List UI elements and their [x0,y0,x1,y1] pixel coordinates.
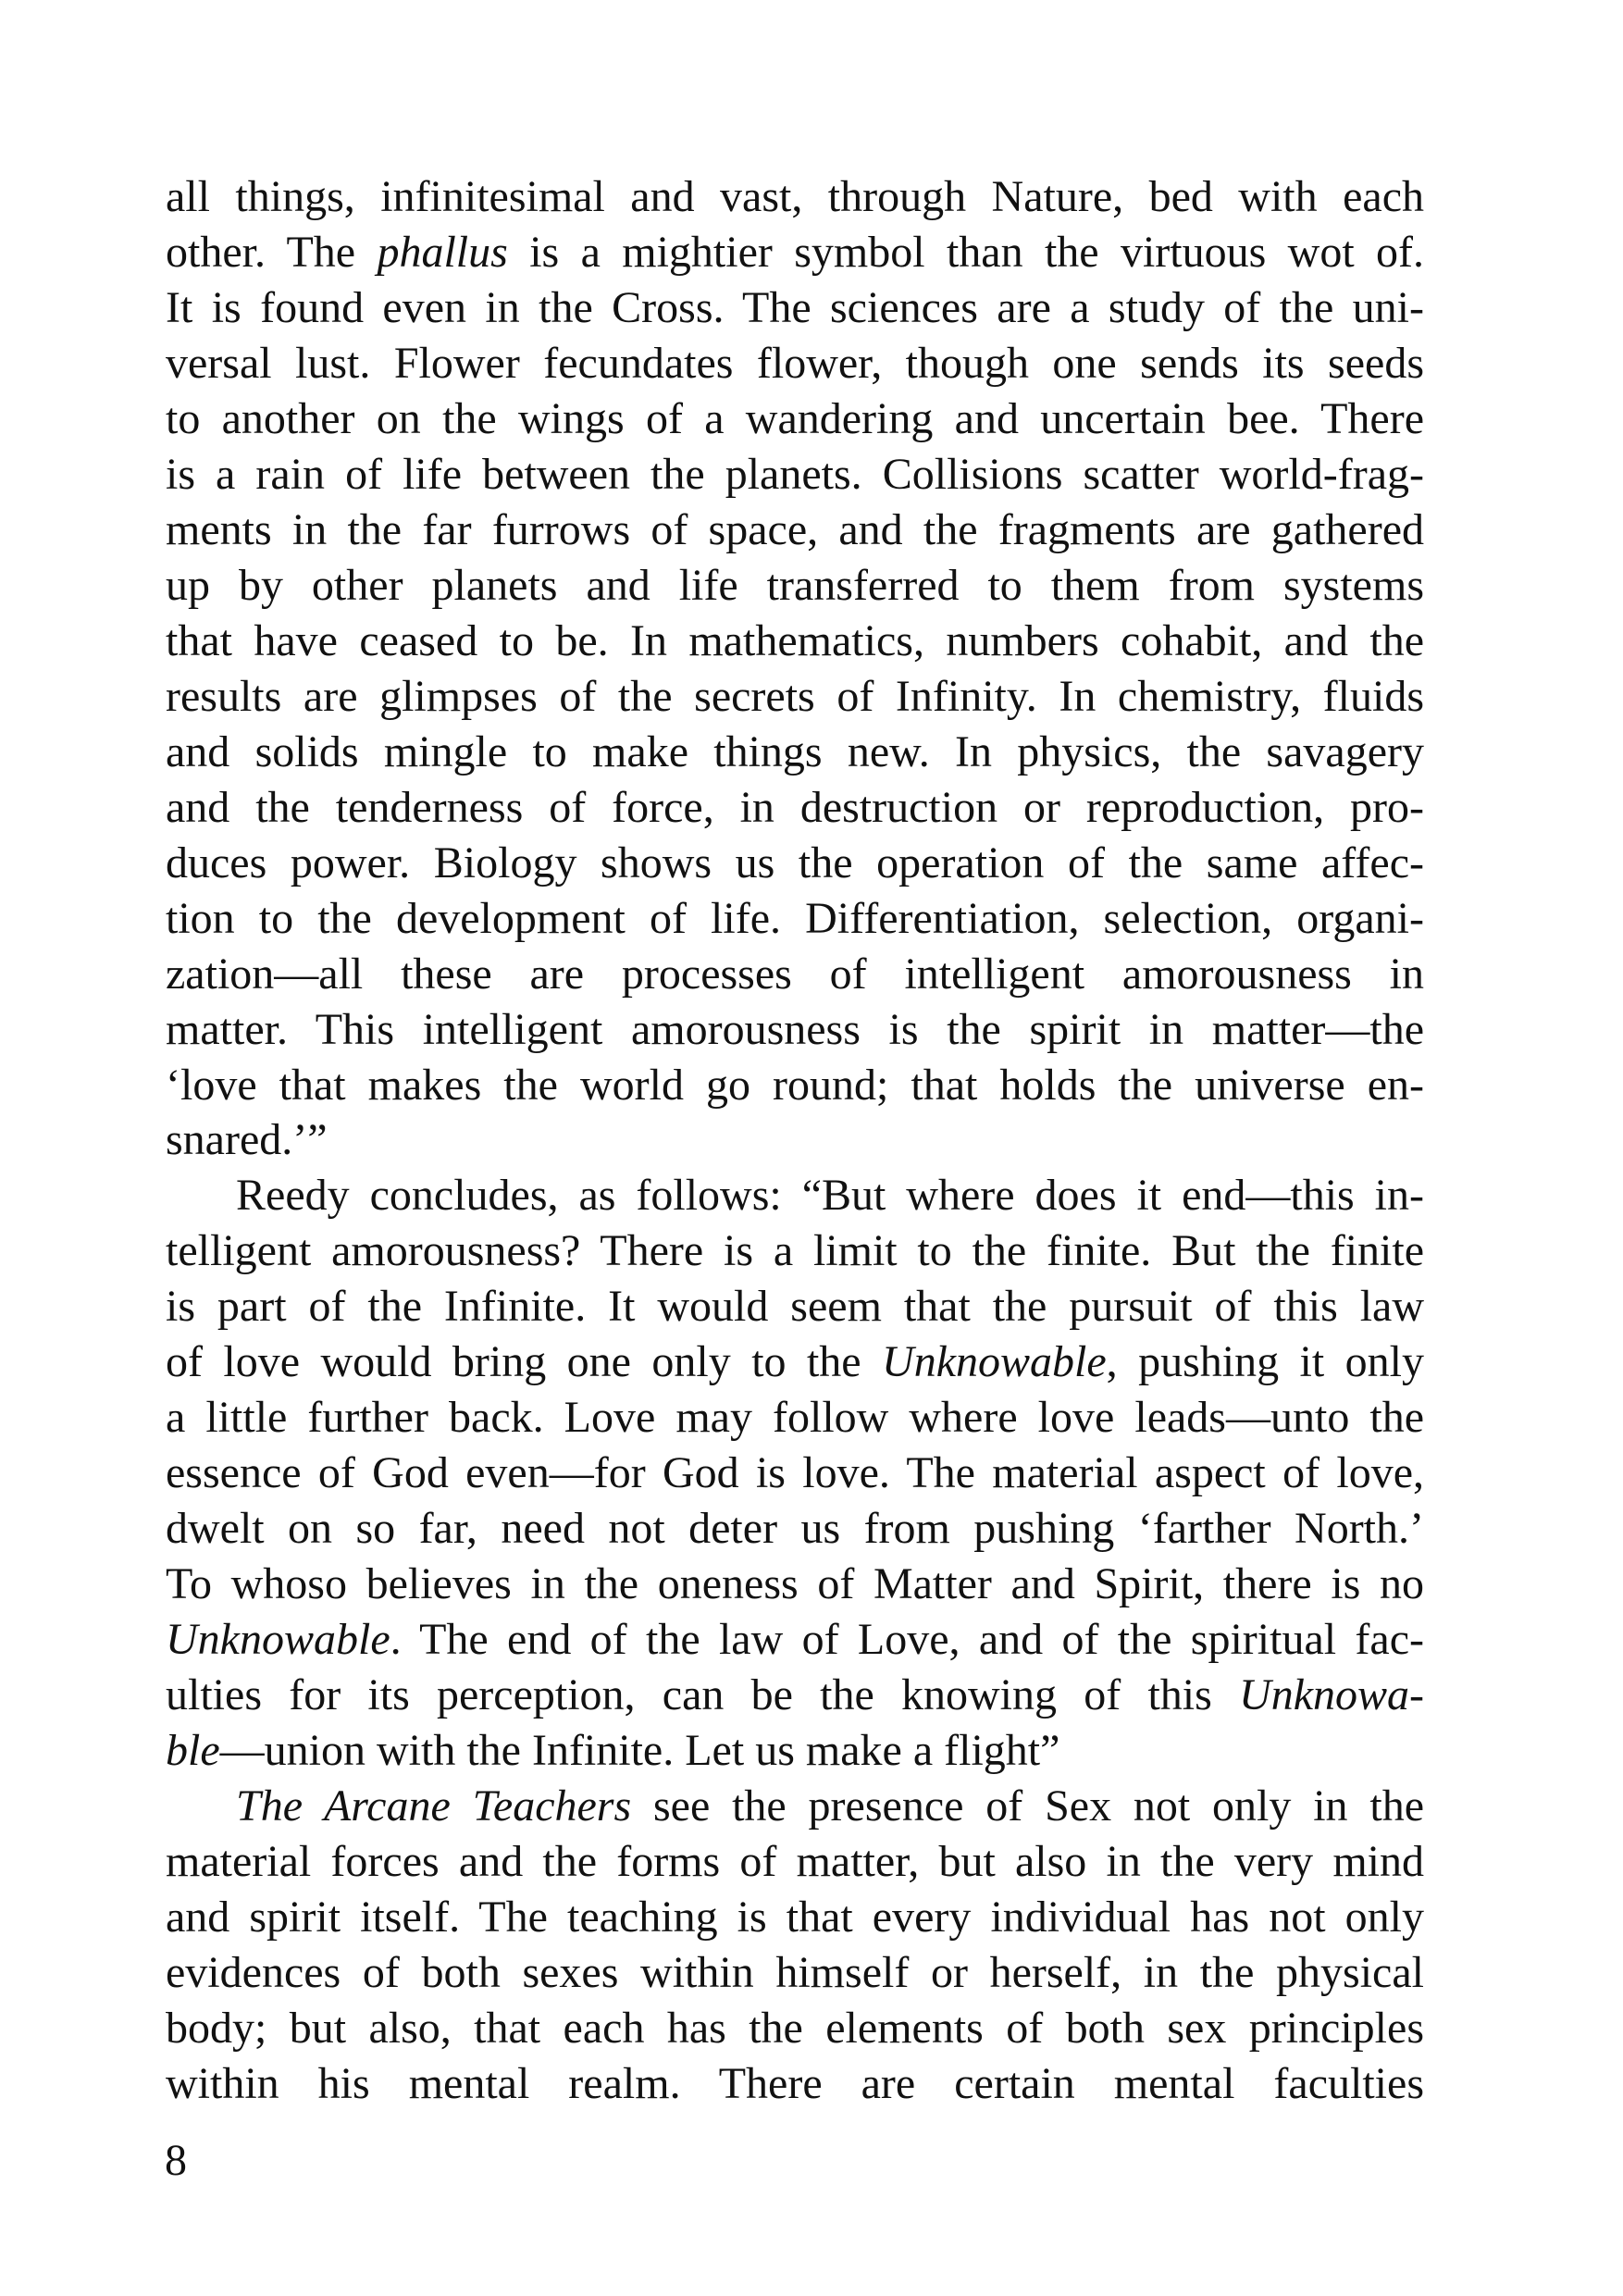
text-run: all things, infinitesimal and vast, through Nature, bed with each [166,172,1424,221]
text-run: material forces and the forms of matter, but also in the very mind [166,1837,1424,1887]
text-line [166,1723,1424,1779]
text-run: Reedy concludes, as follows: “But where does it end—this in- [236,1171,1424,1221]
text-line [166,280,1424,336]
italic-text: Unknowable [882,1337,1107,1387]
text-line [166,669,1424,725]
text-run: within his mental realm. There are certain mental faculties [166,2058,1424,2108]
italic-text: The Arcane Teachers [236,1781,632,1831]
text-run: dwelt on so far, need not deter us from pushing ‘farther North.’ [166,1504,1424,1554]
text-run: that have ceased to be. In mathematics, numbers cohabit, and the [166,615,1424,665]
text-run: tion to the development of life. Differentiation, selection, organi- [166,893,1424,943]
italic-text: Unknowa- [1239,1670,1424,1720]
text-line [166,725,1424,780]
text-line [166,503,1424,558]
text-run: and spirit itself. The teaching is that every individual has not only [166,1893,1424,1942]
text-run: ments in the far furrows of space, and the fragments are gathered [166,504,1424,554]
text-run: up by other planets and life transferred to them from systems [166,560,1424,610]
text-run: see the presence of Sex not only in the [631,1781,1424,1831]
text-line [166,780,1424,836]
text-line [166,1279,1424,1334]
text-run: . The end of the law of Love, and of the spiritual fac- [390,1615,1424,1665]
text-line [166,225,1424,280]
text-run: To whoso believes in the oneness of Matter and Spirit, there is no [166,1559,1424,1609]
text-line [166,1668,1424,1723]
text-line [166,1446,1424,1501]
text-run: body; but also, that each has the elements of both sex principles [166,2003,1424,2053]
text-run: It is found even in the Cross. The sciences are a study of the uni- [166,282,1424,332]
page-number: 8 [165,2136,187,2185]
text-line [166,1058,1424,1113]
text-line [166,1112,1424,1168]
text-run: of love would bring one only to the [166,1337,883,1387]
paragraph [166,1168,1424,1779]
text-line [166,891,1424,947]
text-run: is part of the Infinite. It would seem that the pursuit of this law [166,1282,1424,1332]
text-line [166,1834,1424,1890]
text-line [166,614,1424,669]
text-run: essence of God even—for God is love. The material aspect of love, [166,1448,1424,1498]
text-line [166,947,1424,1002]
text-run: snared.’” [166,1115,328,1165]
text-line [166,1223,1424,1279]
text-run: telligent amorousness? There is a limit to the finite. But the finite [166,1226,1424,1276]
text-line [166,836,1424,891]
text-line [166,1779,1424,1834]
text-line [166,1890,1424,1945]
text-run: other. The [166,227,378,277]
text-run: results are glimpses of the secrets of Infinity. In chemistry, fluids [166,671,1424,721]
text-run: to another on the wings of a wandering and uncertain bee. There [166,393,1424,443]
text-line [166,169,1424,225]
text-line [166,558,1424,614]
text-run: and solids mingle to make things new. In physics, the savagery [166,726,1424,776]
text-line [166,1002,1424,1058]
text-line [166,336,1424,391]
text-line [166,1612,1424,1668]
text-line [166,1390,1424,1446]
italic-text: Unknowable [166,1615,390,1665]
text-run: versal lust. Flower fecundates flower, though one sends its seeds [166,338,1424,388]
text-line [166,1557,1424,1612]
body-text [166,169,1424,2112]
text-run: and the tenderness of force, in destruction or reproduction, pro- [166,782,1424,832]
paragraph [166,1779,1424,2112]
text-run: evidences of both sexes within himself or herself, in the physical [166,1948,1424,1997]
text-run: ulties for its perception, can be the knowing of this [166,1670,1240,1720]
italic-text: ble [166,1726,220,1776]
text-run: a little further back. Love may follow where love leads—unto the [166,1393,1424,1443]
text-line [166,1334,1424,1390]
text-run: —union with the Infinite. Let us make a flight” [219,1726,1060,1776]
text-line [166,1501,1424,1557]
text-line [166,1168,1424,1223]
text-line [166,2001,1424,2056]
text-run: , pushing it only [1106,1337,1424,1387]
text-line [166,391,1424,447]
text-run: matter. This intelligent amorousness is the spirit in matter—the [166,1004,1424,1054]
text-line [166,1945,1424,2001]
italic-text: phallus [377,227,508,277]
text-run: duces power. Biology shows us the operation of the same affec- [166,838,1424,887]
paragraph [166,169,1424,1168]
text-line [166,2056,1424,2112]
text-run: zation—all these are processes of intelligent amorousness in [166,949,1424,999]
text-run: is a mightier symbol than the virtuous wot of. [507,227,1425,277]
text-run: is a rain of life between the planets. Collisions scatter world-frag- [166,449,1424,499]
text-run: ‘love that makes the world go round; that holds the universe en- [166,1060,1424,1110]
text-line [166,447,1424,503]
